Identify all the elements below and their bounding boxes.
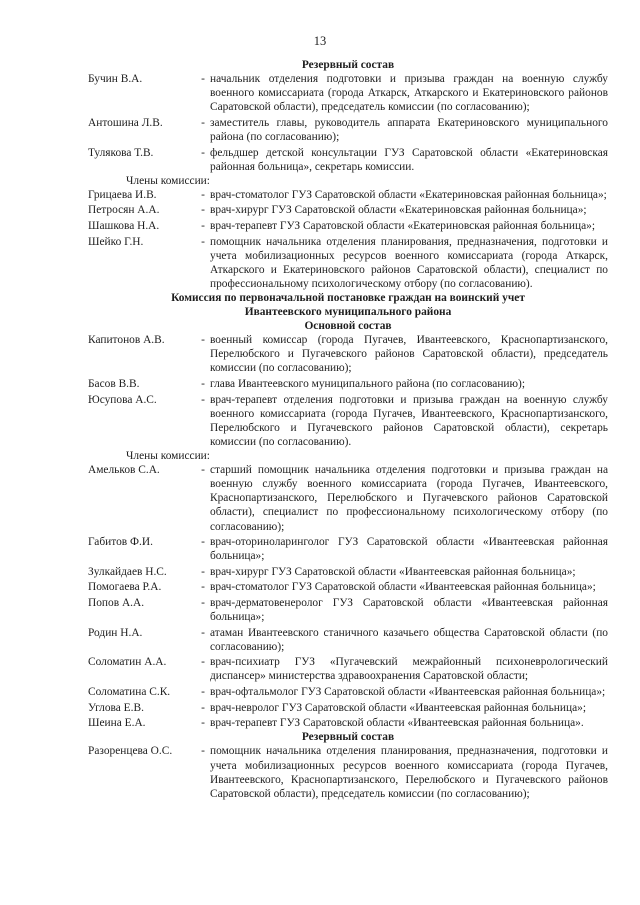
member-row <box>88 626 608 654</box>
member-position: фельдшер детской консультации ГУЗ Саратовской области «Екатериновская районная больница», секретарь комиссии. <box>210 146 608 173</box>
member-name: Углова Е.В. <box>88 701 144 714</box>
member-name: Бучин В.А. <box>88 73 143 86</box>
member-position: атаман Ивантеевского станичного казачьего общества Саратовской области (по согласованию); <box>210 626 608 653</box>
member-name: Грицаева И.В. <box>88 188 157 201</box>
member-position: военный комиссар (города Пугачев, Ивантеевского, Краснопартизанского, Перелюбского и Пугачевского районов Саратовской области), председатель комиссии (по согласованию); <box>210 334 608 375</box>
section-heading: Резервный состав <box>301 59 395 71</box>
separator-dash: - <box>201 717 205 730</box>
member-row <box>88 116 608 144</box>
member-row <box>88 235 608 291</box>
member-row <box>88 716 608 730</box>
member-position: врач-хирург ГУЗ Саратовской области «Екатериновская районная больница»; <box>210 204 587 217</box>
section-heading: Основной состав <box>304 320 392 333</box>
separator-dash: - <box>201 581 205 594</box>
member-position: врач-оториноларинголог ГУЗ Саратовской области «Ивантеевская районная больница»; <box>210 536 608 563</box>
member-row <box>88 744 608 800</box>
section-heading: Резервный состав <box>301 731 395 744</box>
separator-dash: - <box>201 334 205 347</box>
member-position: врач-стоматолог ГУЗ Саратовской области «Ивантеевская районная больница»; <box>210 581 596 594</box>
member-row <box>88 146 608 174</box>
member-position: врач-терапевт ГУЗ Саратовской области «Екатериновская районная больница»; <box>210 220 596 233</box>
separator-dash: - <box>201 464 205 477</box>
member-name: Петросян А.А. <box>88 204 160 217</box>
member-row <box>88 655 608 683</box>
member-row <box>88 535 608 563</box>
member-row <box>88 596 608 624</box>
member-name: Тулякова Т.В. <box>88 146 154 159</box>
member-row <box>88 580 608 594</box>
member-row <box>88 377 608 391</box>
member-position: врач-дерматовенеролог ГУЗ Саратовской области «Ивантеевская районная больница»; <box>210 596 608 624</box>
member-name: Габитов Ф.И. <box>88 536 153 549</box>
separator-dash: - <box>201 378 205 391</box>
member-position: врач-терапевт ГУЗ Саратовской области «Ивантеевская районная больница». <box>210 717 584 730</box>
member-row <box>88 188 608 202</box>
separator-dash: - <box>201 235 205 248</box>
member-row <box>88 393 608 449</box>
member-row <box>88 685 608 699</box>
member-name: Соломатин А.А. <box>88 656 167 669</box>
member-row <box>88 333 608 375</box>
separator-dash: - <box>201 536 205 549</box>
members-subheading: Члены комиссии: <box>126 450 210 463</box>
member-name: Зулкайдаев Н.С. <box>88 565 167 578</box>
separator-dash: - <box>201 188 205 201</box>
member-position: старший помощник начальника отделения подготовки и призыва граждан на военную службу военного комиссариата (города Пугачев, Ивантеевского, Краснопартизанского, Перелюбского и Пугачевского районов Саратовской области), специалист по профессиональному психологическому отбору (по согласованию); <box>210 464 608 533</box>
member-name: Амельков С.А. <box>88 464 160 477</box>
member-row <box>88 701 608 715</box>
member-name: Шеина Е.А. <box>88 717 146 730</box>
member-name: Шейко Г.Н. <box>88 235 144 248</box>
member-name: Соломатина С.К. <box>88 686 171 699</box>
separator-dash: - <box>201 116 205 129</box>
member-name: Капитонов А.В. <box>88 334 165 347</box>
member-row <box>88 72 608 114</box>
section-heading: Комиссия по первоначальной постановке граждан на воинский учет <box>171 292 525 304</box>
member-position: врач-невролог ГУЗ Саратовской области «Ивантеевская районная больница»; <box>210 701 586 714</box>
member-position: помощник начальника отделения планирования, предназначения, подготовки и учета мобилизационных ресурсов военного комиссариата (города Аткарск, Аткарского и Екатериновского районов Саратовской области), специалист по профессиональному психологическому отбору (по согласованию). <box>210 235 608 290</box>
separator-dash: - <box>201 73 205 86</box>
member-position: заместитель главы, руководитель аппарата Екатериновского муниципального района (по согласованию); <box>210 116 608 143</box>
separator-dash: - <box>201 204 205 217</box>
page-number: 13 <box>313 34 327 48</box>
member-name: Помогаева Р.А. <box>88 581 162 594</box>
separator-dash: - <box>201 146 205 159</box>
member-position: врач-психиатр ГУЗ «Пугачевский межрайонный психоневрологический диспансер» министерства здравоохранения Саратовской области; <box>210 656 608 683</box>
member-name: Разоренцева О.С. <box>88 745 173 758</box>
member-row <box>88 565 608 579</box>
separator-dash: - <box>201 565 205 578</box>
member-position: врач-хирург ГУЗ Саратовской области «Ивантеевская районная больница»; <box>210 565 576 578</box>
members-subheading: Члены комиссии: <box>126 174 210 187</box>
separator-dash: - <box>201 701 205 714</box>
member-position: глава Ивантеевского муниципального района (по согласованию); <box>210 378 525 391</box>
member-name: Юсупова А.С. <box>88 393 157 406</box>
member-name: Родин Н.А. <box>88 626 143 639</box>
member-row <box>88 219 608 233</box>
member-position: врач-офтальмолог ГУЗ Саратовской области «Ивантеевская районная больница»; <box>210 686 606 699</box>
member-row <box>88 203 608 217</box>
separator-dash: - <box>201 626 205 639</box>
separator-dash: - <box>201 686 205 699</box>
member-position: помощник начальника отделения планирования, предназначения, подготовки и учета мобилизационных ресурсов военного комиссариата (города Пугачев, Ивантеевского, Краснопартизанского, Перелюбского и Пугачевского районов Саратовской области), председатель комиссии (по согласованию); <box>210 745 608 800</box>
member-name: Шашкова Н.А. <box>88 220 160 233</box>
separator-dash: - <box>201 393 205 406</box>
member-name: Антошина Л.В. <box>88 116 163 129</box>
separator-dash: - <box>201 596 205 609</box>
separator-dash: - <box>201 745 205 758</box>
separator-dash: - <box>201 656 205 669</box>
section-heading: Ивантеевского муниципального района <box>244 306 452 319</box>
document-body <box>88 58 608 801</box>
separator-dash: - <box>201 220 205 233</box>
member-position: начальник отделения подготовки и призыва граждан на военную службу военного комиссариата (города Аткарск, Аткарского и Екатериновского районов Саратовской области), председатель комиссии (по согласованию); <box>210 73 608 114</box>
member-name: Басов В.В. <box>88 378 140 391</box>
member-name: Попов А.А. <box>88 596 145 609</box>
member-row <box>88 463 608 533</box>
member-position: врач-стоматолог ГУЗ Саратовской области «Екатериновская районная больница»; <box>210 188 607 201</box>
member-position: врач-терапевт отделения подготовки и призыва граждан на военную службу военного комиссариата (города Пугачев, Ивантеевского, Краснопартизанского, Перелюбского и Пугачевского районов Саратовской области), секретарь комиссии (по согласованию). <box>210 393 608 448</box>
